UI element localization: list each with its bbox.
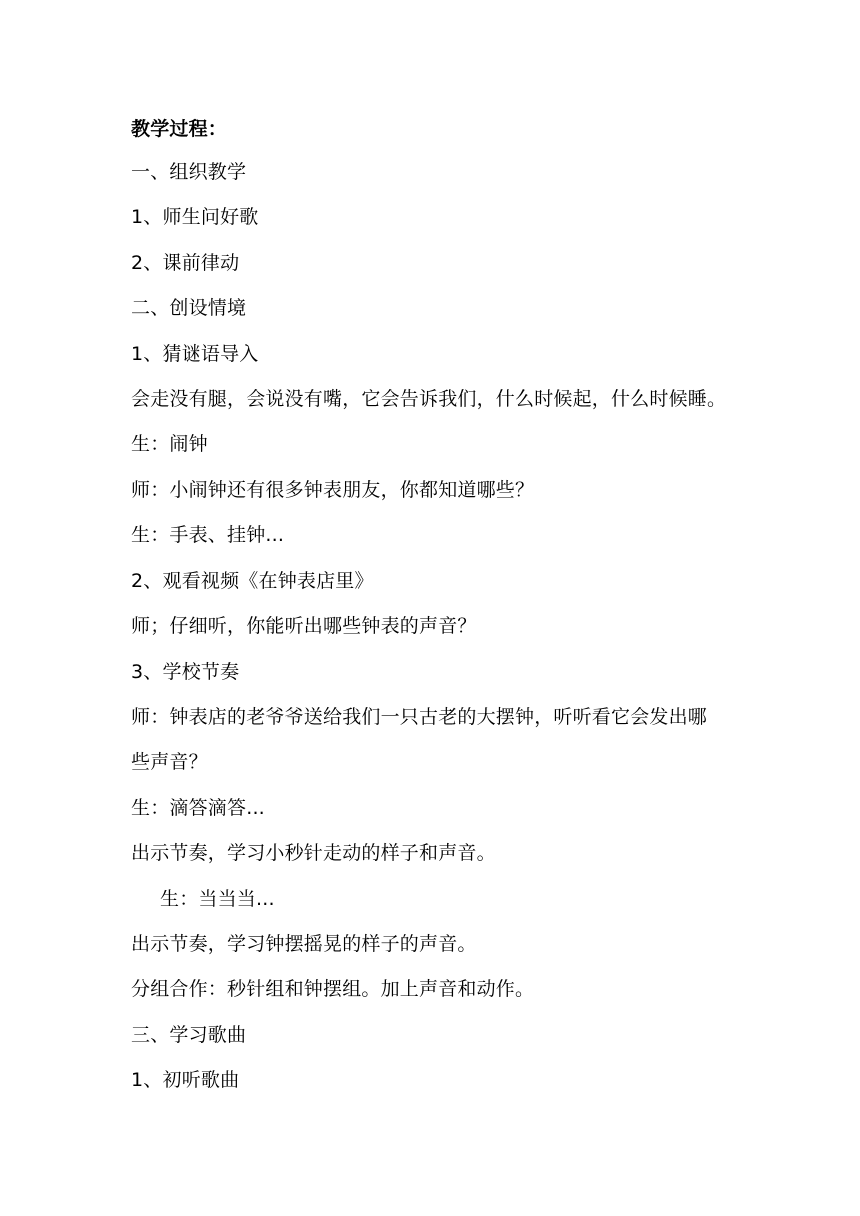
text-teacher-question-friends: 师：小闹钟还有很多钟表朋友，你都知道哪些？ bbox=[131, 479, 535, 501]
item-first-listen: 1、初听歌曲 bbox=[131, 1069, 240, 1091]
item-pre-class-rhythm: 2、课前律动 bbox=[131, 252, 240, 274]
text-teacher-listen: 师；仔细听，你能听出哪些钟表的声音？ bbox=[131, 615, 477, 637]
text-teacher-pendulum-clock-1: 师：钟表店的老爷爷送给我们一只古老的大摆钟，听听看它会发出哪 bbox=[131, 706, 708, 728]
text-teacher-pendulum-clock-2: 些声音？ bbox=[131, 751, 208, 773]
item-watch-video: 2、观看视频《在钟表店里》 bbox=[131, 570, 374, 592]
text-student-answer-watches: 生：手表、挂钟... bbox=[131, 524, 285, 546]
section-heading-teaching-process: 教学过程： bbox=[131, 118, 228, 140]
heading-learn-song: 三、学习歌曲 bbox=[131, 1024, 247, 1046]
heading-organize-teaching: 一、组织教学 bbox=[131, 161, 247, 183]
heading-create-scenario: 二、创设情境 bbox=[131, 297, 247, 319]
item-greeting-song: 1、师生问好歌 bbox=[131, 206, 259, 228]
item-rhythm: 3、学校节奏 bbox=[131, 661, 240, 683]
text-riddle: 会走没有腿，会说没有嘴，它会告诉我们，什么时候起，什么时候睡。 bbox=[131, 388, 727, 410]
text-show-rhythm-second-hand: 出示节奏，学习小秒针走动的样子和声音。 bbox=[131, 842, 496, 864]
text-student-tick-tock: 生：滴答滴答... bbox=[131, 797, 265, 819]
text-student-answer-alarm: 生：闹钟 bbox=[131, 433, 208, 455]
text-group-work: 分组合作：秒针组和钟摆组。加上声音和动作。 bbox=[131, 978, 535, 1000]
item-riddle-intro: 1、猜谜语导入 bbox=[131, 343, 259, 365]
text-student-dang: 生：当当当... bbox=[160, 888, 275, 910]
text-show-rhythm-pendulum: 出示节奏，学习钟摆摇晃的样子的声音。 bbox=[131, 933, 477, 955]
